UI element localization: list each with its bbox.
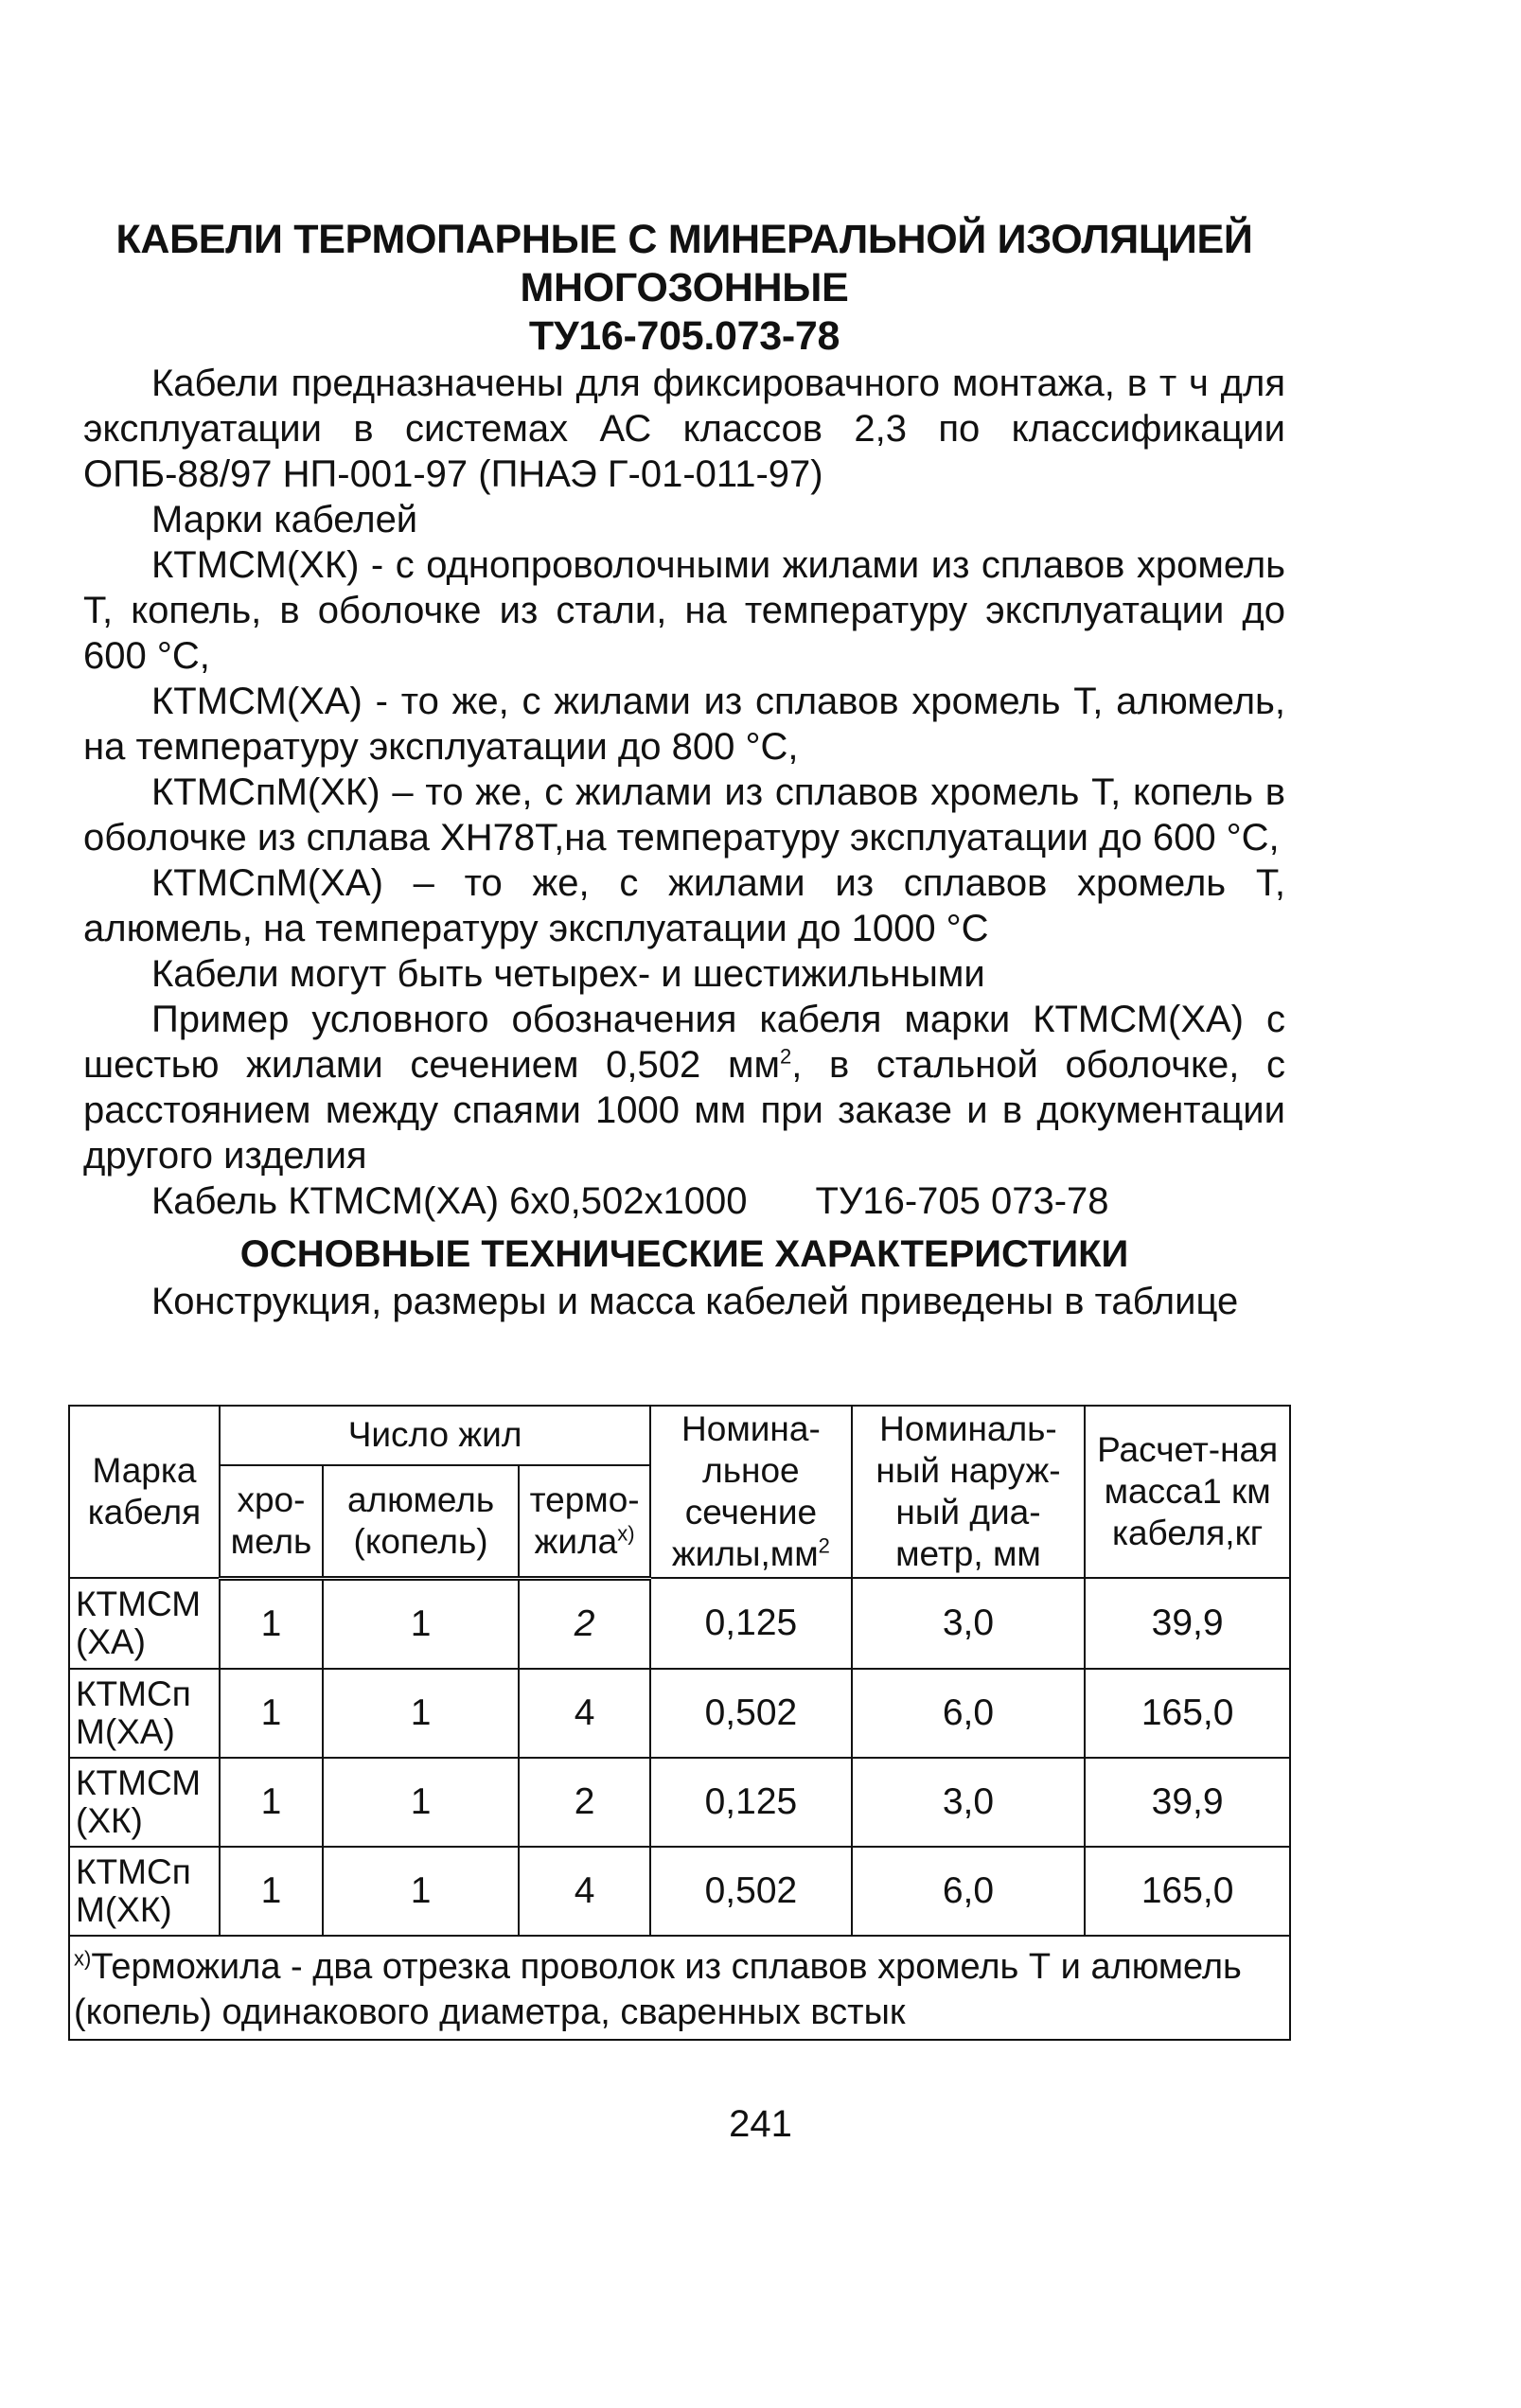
header-chromel: хро-мель <box>220 1465 323 1578</box>
cell-chromel: 1 <box>220 1669 323 1758</box>
cell-thermo: 4 <box>519 1847 650 1936</box>
brand-description: КТМСпМ(ХА) – то же, с жилами из сплавов хромель Т, алюмель, на температуру эксплуатации до 1000 °С <box>83 862 1285 949</box>
brand-description: КТМСМ(ХК) - с однопроволочными жилами из сплавов хромель Т, копель, в оболочке из стали, на температуру эксплуатации до 600 °С, <box>83 544 1285 677</box>
cell-section: 0,502 <box>650 1847 852 1936</box>
header-cores-group: Число жил <box>220 1406 650 1465</box>
table-row <box>69 1669 1290 1758</box>
cores-note: Кабели могут быть четырех- и шестижильными <box>151 953 985 995</box>
cell-chromel: 1 <box>220 1578 323 1669</box>
cell-alumel: 1 <box>323 1758 519 1847</box>
header-section: Номина-льное сечение $жилы,мм^2$ <box>650 1406 852 1578</box>
brand-description: КТМСпМ(ХК) – то же, с жилами из сплавов хромель Т, копель в оболочке из сплава ХН78Т,на температуру эксплуатации до 600 °С, <box>83 771 1285 859</box>
document-title-line2: МНОГОЗОННЫЕ <box>520 265 849 310</box>
cell-mass: 165,0 <box>1085 1669 1290 1758</box>
cell-brand: КТМСМ (ХК) <box>69 1758 220 1847</box>
cell-mass: 39,9 <box>1085 1578 1290 1669</box>
cell-brand: КТМСп М(ХА) <box>69 1669 220 1758</box>
cell-diameter: 3,0 <box>852 1578 1086 1669</box>
cell-section: 0,502 <box>650 1669 852 1758</box>
cable-spec-table <box>68 1405 1291 2041</box>
table-footnote-row <box>69 1936 1290 2040</box>
cell-alumel: 1 <box>323 1847 519 1936</box>
cell-diameter: 3,0 <box>852 1758 1086 1847</box>
cell-thermo: 2 <box>519 1578 650 1669</box>
header-brand: Марка кабеля <box>69 1406 220 1578</box>
cell-mass: 165,0 <box>1085 1847 1290 1936</box>
cell-thermo: 4 <box>519 1669 650 1758</box>
cell-brand: КТМСп М(ХК) <box>69 1847 220 1936</box>
cell-alumel: 1 <box>323 1578 519 1669</box>
cell-diameter: 6,0 <box>852 1669 1086 1758</box>
section-title: ОСНОВНЫЕ ТЕХНИЧЕСКИЕ ХАРАКТЕРИСТИКИ <box>239 1233 1129 1275</box>
table-row <box>69 1847 1290 1936</box>
designation-example: Кабель КТМСМ(ХА) 6х0,502х1000 ТУ16-705 073-78 <box>151 1180 1109 1222</box>
cell-section: 0,125 <box>650 1758 852 1847</box>
header-alumel: алюмель (копель) <box>323 1465 519 1578</box>
document-spec-code: ТУ16-705.073-78 <box>528 313 840 359</box>
page-number: 241 <box>729 2103 792 2145</box>
cell-alumel: 1 <box>323 1669 519 1758</box>
table-row <box>69 1758 1290 1847</box>
document-page <box>83 216 1285 1324</box>
table-row <box>69 1578 1290 1669</box>
cell-diameter: 6,0 <box>852 1847 1086 1936</box>
cell-thermo: 2 <box>519 1758 650 1847</box>
cell-chromel: 1 <box>220 1847 323 1936</box>
cell-mass: 39,9 <box>1085 1758 1290 1847</box>
document-title-line1: КАБЕЛИ ТЕРМОПАРНЫЕ С МИНЕРАЛЬНОЙ ИЗОЛЯЦИЕЙ <box>115 217 1253 262</box>
header-thermo: термо-жила$^{х)}$ <box>519 1465 650 1578</box>
header-mass: Расчет-ная масса1 км кабеля,кг <box>1085 1406 1290 1578</box>
brand-description: КТМСМ(ХА) - то же, с жилами из сплавов хромель Т, алюмель, на температуру эксплуатации до 800 °С, <box>83 681 1285 768</box>
cell-brand: КТМСМ (ХА) <box>69 1578 220 1669</box>
cell-chromel: 1 <box>220 1758 323 1847</box>
intro-paragraph: Кабели предназначены для фиксировачного монтажа, в т ч для эксплуатации в системах АС классов 2,3 по классификации ОПБ-88/97 НП-001-97 (ПНАЭ Г-01-011-97) <box>83 363 1285 495</box>
table-footnote: $^{х)}$Терможила - два отрезка проволок из сплавов хромель Т и алюмель (копель) одинакового диаметра, сваренных встык <box>69 1936 1290 2040</box>
example-paragraph: Пример условного обозначения кабеля марки КТМСМ(ХА) с шестью жилами сечением 0,502 $мм^2$, в стальной оболочке, с расстоянием между спаями 1000 мм при заказе и в документации другого изделия <box>83 999 1286 1177</box>
cell-section: 0,125 <box>650 1578 852 1669</box>
header-diameter: Номиналь-ный наруж-ный диа-метр, мм <box>852 1406 1086 1578</box>
brands-heading: Марки кабелей <box>151 499 418 540</box>
table-intro: Конструкция, размеры и масса кабелей приведены в таблице <box>151 1281 1239 1322</box>
